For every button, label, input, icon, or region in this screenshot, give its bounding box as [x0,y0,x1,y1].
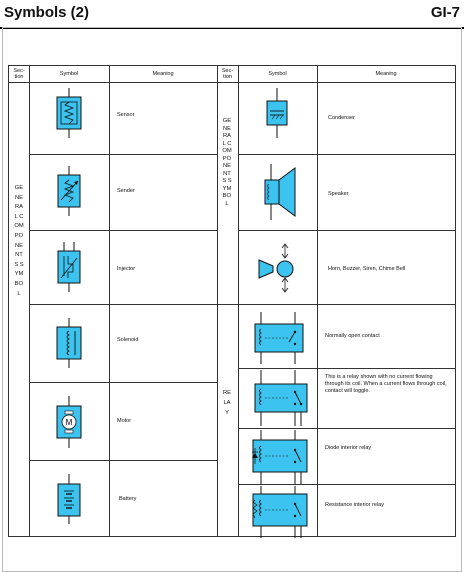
meaning-condenser: Condenser [328,115,355,121]
meaning-relay-toggle: This is a relay shown with no current flowing through its coil. When a current flows through coil, contact will toggle. [325,374,447,394]
meaning-normally-open: Normally open contact [325,333,380,339]
meaning-injector: Injector [117,266,136,272]
meaning-sensor: Sensor [117,112,135,118]
resistance-relay-icon [249,486,311,538]
meaning-motor: Motor [117,418,132,424]
section-general-left: GENERAL COMPONENTS SYMBOL [14,185,24,297]
section-relay: RELAY [222,390,232,416]
meaning-battery: Battery [119,496,137,502]
injector-icon [53,242,85,292]
symbols-table [8,65,456,537]
sensor-icon [53,88,85,138]
section-general-right: GENERAL COMPONENTS SYMBOL [222,118,232,207]
battery-icon [53,474,85,524]
page-header [0,0,464,29]
header-meaning-left: Meaning [152,70,174,77]
horn-icon [255,242,301,296]
relay-toggle-icon [249,370,311,426]
header-section-left: Sec- tion [13,67,25,80]
solenoid-icon [53,318,85,368]
header-meaning-right: Meaning [375,70,397,77]
condenser-icon [261,88,293,138]
header-section-right: Sec- tion [221,67,234,80]
motor-letter: M [65,418,73,427]
motor-icon [53,396,85,448]
meaning-resistance-relay: Resistance interior relay [325,502,384,508]
relay-open-contact-icon [249,312,311,364]
meaning-sender: Sender [117,188,135,194]
page-number: GI-7 [430,4,460,21]
speaker-icon [257,164,303,220]
header-symbol-right: Symbol [268,70,287,77]
sender-icon [53,166,85,216]
meaning-speaker: Speaker [328,191,349,197]
diode-relay-icon [249,430,311,484]
header-symbol-left: Symbol [59,70,79,77]
page-title: Symbols (2) [4,4,90,21]
meaning-solenoid: Solenoid [117,337,139,343]
meaning-horn: Horn, Buzzer, Siren, Chime Bell [328,266,406,272]
meaning-diode-relay: Diode interior relay [325,445,372,451]
